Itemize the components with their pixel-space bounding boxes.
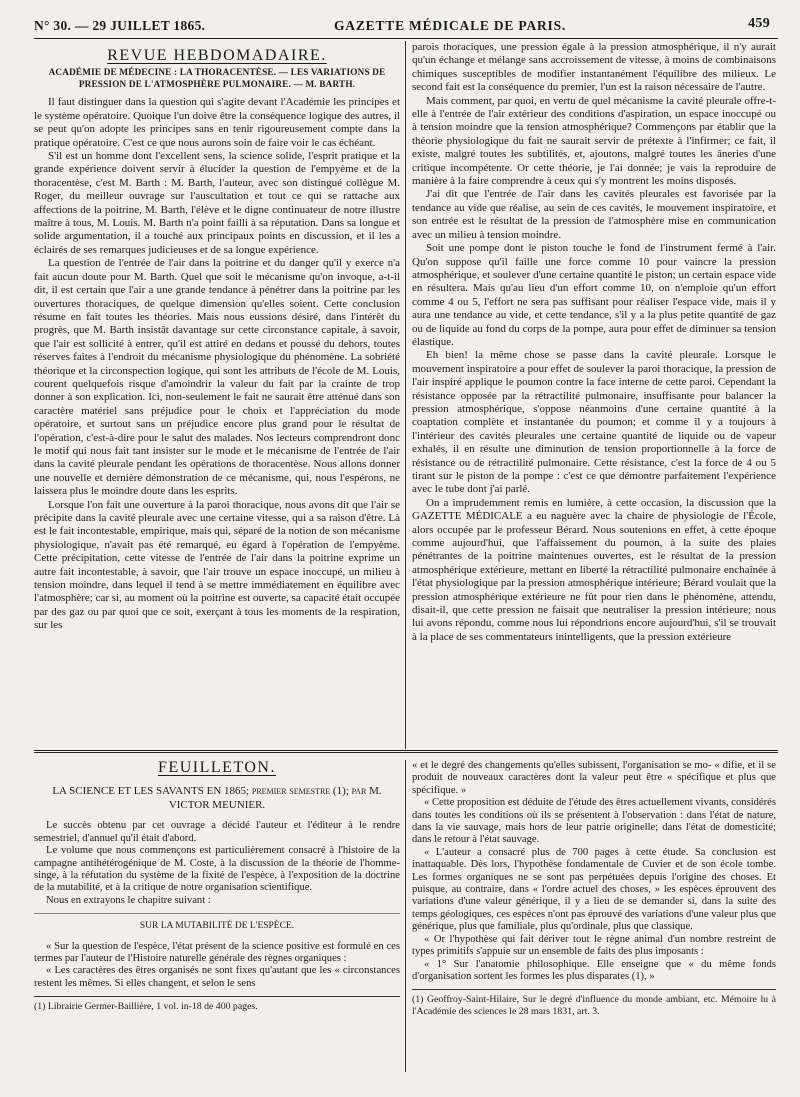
feuilleton-paragraph: Le succès obtenu par cet ouvrage a décidé l'auteur et l'éditeur à le rendre semestriel, d'annuel qu'il était d'abord. <box>34 820 400 844</box>
revue-paragraph: Mais comment, par quoi, en vertu de quel mécanisme la cavité pleurale offre-t-elle à l'entrée de l'air extérieur des conditions d'aspiration, un espace inoccupé ou à tension moindre que la tension atmosphérique? Commençons par établir que la théorie physiologique du fait ne saurait servir de prétexte à l'infirmer; ce fait, il existe, malgré toutes les subtilités, et, ajoutons, malgré toutes les âneries d'une critique incompétente. Or cette théorie, je l'ai donnée; je vais la reproduire de manière à la faire comprendre à ceux qui s'y montrent les moins disposés. <box>412 94 776 188</box>
left-column <box>34 41 400 749</box>
revue-paragraph: parois thoraciques, une pression égale à la pression atmosphérique, il n'y aurait qu'un échange et mélange sans accroissement de vitesse, à moins de combinaisons chimiques susceptibles de modifier instantanément l'équilibre des milieux. Le second fait est la conséquence du premier, l'un est la raison nécessaire de l'autre. <box>412 41 776 94</box>
feuilleton-paragraph: « L'auteur a consacré plus de 700 pages à cette étude. Sa conclusion est inattaquable. Dès lors, l'hypothèse fondamentale de Cuvier et de son école tombe. Les formes organiques ne se sont pas perpétuées depuis l'origine des choses. Et puisque, au contraire, dans « l'ordre actuel des choses, » les espèces éprouvent des variations d'une valeur générique, il y a lieu de se demander si, dans la suite des temps géologiques, ces espèces n'ont pas éprouvé des variations d'une valeur plus que générique, plus que familiale, plus qu'ordinale, plus que classique. <box>412 846 776 933</box>
feuilleton-paragraph: « Cette proposition est déduite de l'étude des êtres actuellement vivants, considérés dans toutes les conditions où ils se présentent à l'observation : dans l'état de nature, dans la vie sauvage, mais hors de leur patrie originelle; dans l'état de domesticité; dans le retour à l'état sauvage. <box>412 797 776 846</box>
revue-paragraph: Lorsque l'on fait une ouverture à la paroi thoracique, nous avons dit que l'air se précipite dans la cavité pleurale avec une certaine vitesse, qui a sa raison d'être. Là est le fait incontestable, empirique, mais qui, séparé de la notion de son mécanisme physiologique, n'avait pas été remarqué, eu égard à l'opération de l'empyème. Cette précipitation, cette vitesse de l'entrée de l'air dans la poitrine exprime un autre fait incontestable, à savoir, que l'air trouve un espace inoccupé, un milieu à tension moindre, dans lequel il tend à se mettre immédiatement en équilibre avec l'atmosphère; car si, au moment où la poitrine est ouverte, sa capacité était occupée par des gaz ou par quoi que ce soit, exerçant à tous les moments de la respiration, sur les <box>34 498 400 632</box>
feuilleton-title: FEUILLETON. <box>158 759 276 776</box>
issue-date: N° 30. — 29 JUILLET 1865. <box>34 18 206 33</box>
revue-paragraph: J'ai dit que l'entrée de l'air dans les cavités pleurales est favorisée par la tendance au vide que réalise, au sein de ces cavités, le mouvement inspiratoire, et son entrée est le résultat de la pression de l'atmosphère mise en communication avec un milieu à tension moindre. <box>412 188 776 241</box>
revue-paragraph: La question de l'entrée de l'air dans la poitrine et du danger qu'il y exerce n'a fait aucun doute pour M. Barth. Quel que soit le mécanisme qu'on invoque, a-t-il dit, il est certain que l'air a une grande tendance à pénétrer dans la poitrine par les ouvertures thoraciques, de quelque dimension qu'elles soient. Cette conclusion résume en fait toutes les théories. Mais nous eussions désiré, dans l'intérêt du progrès, que M. Barth insistât davantage sur cette circonstance capitale, à savoir, que l'air est sollicité à entrer, qu'il est attiré en dedans et poussé du dehors, toutes réserves faites à l'endroit du mécanisme physiologique du phénomène. La sobriété théorique et la circonspection logique, qui sont les attributs de l'école de M. Louis, courent quelquefois risque d'amoindrir la valeur du fait par la crainte de trop donner à son explication. Ici, non-seulement le fait ne saurait être atténué dans son caractère matériel sans préjudice pour le choix et l'appréciation du mode opératoire, et surtout sans un préjudice encore plus grand pour le résultat de l'opération, c'est-à-dire pour le salut des malades. Nos lecteurs comprendront donc le motif qui nous fait tant insister sur le mode et le mécanisme de l'entrée de l'air dans la cavité pleurale pendant les opérations de thoracentèse. Nous allons donner une nouvelle et dernière démonstration de ce mécanisme, qui, nous l'espérons, ne laissera plus le moindre doute dans les esprits. <box>34 257 400 498</box>
footnote-text: (1) Librairie Germer-Baillière, 1 vol. in-18 de 400 pages. <box>34 1001 258 1013</box>
feuilleton-paragraph: « Les caractères des êtres organisés ne sont fixes qu'autant que les « circonstances restent les mêmes. Si elles changent, et selon le sens <box>34 965 400 989</box>
revue-paragraph: Soit une pompe dont le piston touche le fond de l'instrument fermé à l'air. Qu'on suppose qu'il faille une force comme 10 pour vaincre la pression atmosphérique, et soulever d'une certaine quantité le piston; un certain espace vide en résultera. Mais qu'au lieu d'un effort comme 10, on n'emploie qu'un effort comme 4 ou 5, l'effort ne sera pas suffisant pour réaliser l'espace vide, mais il y aura une tendance au vide, et cette tendance, s'il y a la plus petite quantité de gaz ou de liquide au fond du corps de la pompe, aura pour effet de diminuer sa tension élastique. <box>412 242 776 348</box>
column-rule <box>405 41 406 749</box>
feuilleton-right-column <box>412 760 776 1018</box>
feuilleton-paragraph: « et le degré des changements qu'elles subissent, l'organisation se mo- « difie, et il se produit de nouveaux caractères dont la valeur peut être « spécifique et plus que spécifique. » <box>412 760 776 796</box>
revue-title: REVUE HEBDOMADAIRE. <box>107 47 327 64</box>
footnote-text: (1) Geoffroy-Saint-Hilaire, Sur le degré d'influence du monde ambiant, etc. Mémoire lu à l'Académie des sciences le 28 mars 1831, art. 3. <box>412 994 776 1018</box>
right-column <box>412 41 776 749</box>
section-heading: SUR LA MUTABILITÉ DE L'ESPÈCE. <box>34 913 400 932</box>
footnote <box>34 996 400 1013</box>
feuilleton-section <box>34 760 778 1090</box>
page-number: 459 <box>748 16 770 31</box>
feuilleton-paragraph: « Sur la question de l'espèce, l'état présent de la science positive est formulé en ces termes par l'auteur de l'Histoire naturelle générale des règnes organiques : <box>34 940 400 965</box>
feuilleton-paragraph: « Or l'hypothèse qui fait dériver tout le règne animal d'un nombre restreint de types primitifs s'appuie sur un ensemble de faits des plus imposants : <box>412 933 776 958</box>
footnote <box>412 989 776 1018</box>
revue-paragraph: On a imprudemment remis en lumière, à cette occasion, la discussion que la GAZETTE MÉDICALE a eu naguère avec la chaire de physiologie de l'École, alors occupée par le professeur Bérard. Nous soutenions en effet, à cette époque comme aujourd'hui, que l'affaissement du poumon, à la suite des plaies pénétrantes de la poitrine maintenues ouvertes, est le résultat de la pression atmosphérique extérieure, mettant en liberté la rétractilité pulmonaire enchaînée à l'état physiologique par la pression atmosphérique intérieure; Bérard voulait que la pression atmosphérique extérieure ne fût pour rien dans le phénomène, attendu, disait-il, que cette pression ne faisait que neutraliser la pression intérieure; nous lui avons répondu, comme nous lui répondrions encore aujourd'hui, s'il se trouvait à la place de ses commentateurs inintelligents, que la pression extérieure <box>412 496 776 643</box>
main-columns <box>34 41 778 749</box>
feuilleton-paragraph: Nous en extrayons le chapitre suivant : <box>46 894 211 906</box>
feuilleton-left-column <box>34 760 400 1013</box>
column-rule <box>405 760 406 1072</box>
revue-paragraph: Il faut distinguer dans la question qui s'agite devant l'Académie les principes et le système opératoire. Quoique l'un doive être la conséquence logique des autres, il se peut qu'on adopte les principes sans en tenir rigoureusement compte dans la pratique opératoire. C'est ce que nous aurons soin de faire voir le cas échéant. <box>34 96 400 149</box>
feuilleton-paragraph: « 1° Sur l'anatomie philosophique. Elle enseigne que « du même fonds d'organisation sortent les formes les plus disparates (1), » <box>412 958 776 982</box>
revue-paragraph: S'il est un homme dont l'excellent sens, la science solide, l'esprit pratique et la grande expérience doivent servir à élucider la question de l'empyème et de la thoracentèse, c'est M. Barth : M. Barth, l'auteur, avec son distingué collègue M. Roger, du meilleur ouvrage sur l'auscultation et tout ce qui se rattache aux affections de la poitrine, M. Barth, l'élève et le digne continuateur de notre illustre maître à tous, M. Louis. M. Barth n'a point failli à sa réputation. Dans sa longue et solide argumentation, il a touché aux principaux points en discussion, et il les a éclairés de ses remarques judicieuses et de sa longue expérience. <box>34 150 400 256</box>
feuilleton-divider <box>34 750 778 753</box>
page-header <box>34 14 778 39</box>
revue-paragraph: Eh bien! la même chose se passe dans la cavité pleurale. Lorsque le mouvement inspiratoire a pour effet de soulever la paroi thoracique, la pression de l'air inspiré applique le poumon contre la face interne de cette paroi. Cependant la résistance opposée par la rétractilité pulmonaire, insuffisante pour balancer la pression atmosphérique, s'oppose néanmoins d'une certaine quantité à la coaptation complète et instantanée du poumon; et comme il y a toujours à l'intérieur des cavités pleurales une certaine quantité de liquide ou de vapeur exhalés, il en résulte une diminution de tension proportionnelle à la force de résistance ou de rétractilité pulmonaire. Cette résistance, c'est la force de 4 ou 5 tirant sur le piston de la pompe : c'est ce que démontre parfaitement l'expérience avec le tube dont j'ai parlé. <box>412 349 776 496</box>
journal-title: GAZETTE MÉDICALE DE PARIS. <box>334 18 567 33</box>
article-title: LA SCIENCE ET LES SAVANTS EN 1865; premier semestre (1); par M. VICTOR MEUNIER. <box>52 785 382 812</box>
feuilleton-paragraph: Le volume que nous commençons est particulièrement consacré à l'histoire de la campagne antihétérogénique de M. Coste, à la discussion de la théorie de l'homme-singe, à la réfutation du système de la fixité de l'espèce, à l'exposition de la doctrine de la mutabilité, et à la critique de notre organisation scientifique. <box>34 845 400 894</box>
revue-subhead: ACADÉMIE DE MÉDECINE : LA THORACENTÈSE. — LES VARIATIONS DE PRESSION DE L'ATMOSPHÈRE PULMONAIRE. — M. BARTH. <box>48 67 386 90</box>
